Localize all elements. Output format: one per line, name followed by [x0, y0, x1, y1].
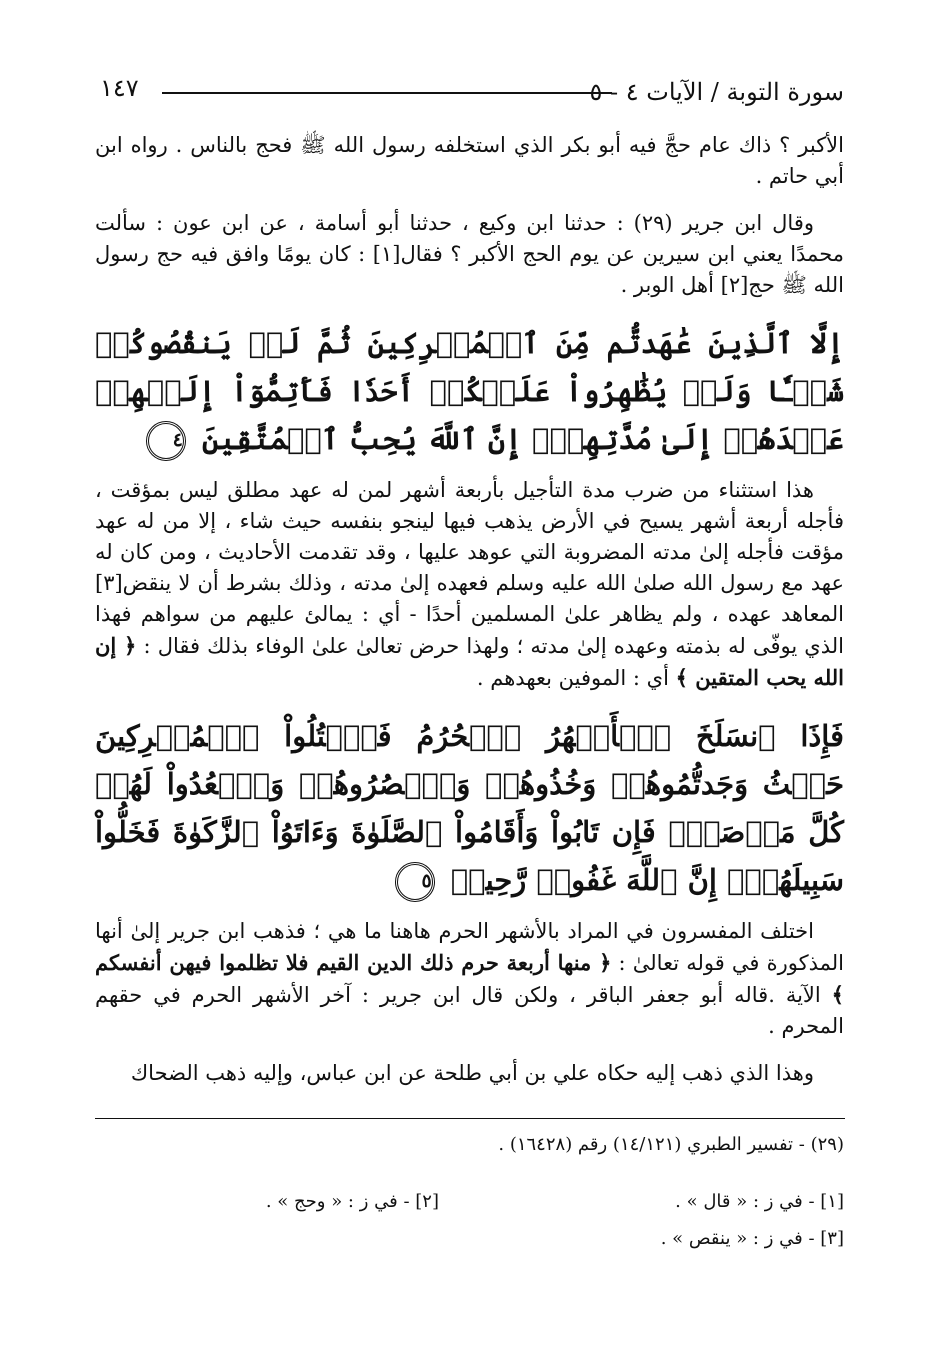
verse-number-5: ٥ — [395, 862, 435, 902]
footnote-2: [٢] - في ز : « وحج » . — [265, 1191, 439, 1212]
footnote-1: [١] - في ز : « قال » . — [675, 1191, 844, 1212]
quran-verse-4 — [95, 319, 844, 463]
quoted-verse: ﴿ منها أربعة حرم ذلك الدين القيم فلا تظلموا فيهن أنفسكم ﴾ — [95, 950, 844, 1007]
footnote-rule — [95, 1118, 845, 1119]
paragraph: وهذا الذي ذهب إليه حكاه علي بن أبي طلحة عن ابن عباس، وإليه ذهب الضحاك — [130, 1061, 814, 1085]
running-title: سورة التوبة / الآيات ٤ - ٥ — [589, 78, 844, 106]
paragraph: وقال ابن جرير (٢٩) : حدثنا ابن وكيع ، حدثنا أبو أسامة ، عن ابن عون : سألت محمدًا يعني ابن سيرين عن يوم الحج الأكبر ؟ فقال[١] : كان يومًا وافق فيه حج رسول الله ﷺ حج[٢] أهل الوبر . — [95, 211, 844, 297]
header-rule — [162, 92, 612, 94]
page-number: ١٤٧ — [100, 74, 139, 102]
commentary-text: هذا استثناء من ضرب مدة التأجيل بأربعة أشهر لمن له عهد مطلق ليس بمؤقت ، فأجله أربعة أشهر يسيح في الأرض يذهب فيها لينجو بنفسه حيث شاء ، إلا من له عهد مؤقت فأجله إلىٰ مدته المضروبة التي عوهد عليها ، وقد تقدمت الأحاديث ، ومن كان له عهد مع رسول الله صلىٰ الله عليه وسلم فعهده إلىٰ مدته ، وذلك بشرط أن لا ينقض[٣] المعاهد عهده ، ولم يظاهر علىٰ المسلمين أحدًا - أي : يمالئ عليهم من سواهم فهذا الذي يوفّى له بذمته وعهده إلىٰ مدته ؛ ولهذا حرض تعالىٰ علىٰ الوفاء بذلك فقال : — [95, 478, 844, 658]
quran-verse-5 — [95, 712, 844, 904]
page-header — [100, 74, 844, 114]
quoted-verse: ﴿ إن الله يحب المتقين ﴾ — [95, 633, 844, 690]
commentary-text: الآية .قاله أبو جعفر الباقر ، ولكن قال ابن جرير : آخر الأشهر الحرم في حقهم المحرم . — [95, 983, 844, 1038]
page-body — [95, 130, 844, 1089]
paragraph — [95, 916, 844, 1042]
paragraph — [95, 475, 844, 694]
commentary-text: أي : الموفين بعهدهم . — [476, 666, 669, 690]
verse-text: فَإِذَا ٱنسَلَخَ ٱلۡأَشۡهُرُ ٱلۡحُرُمُ فَٱقۡتُلُواْ ٱلۡمُشۡرِكِينَ حَيۡثُ وَجَدتُّمُوهُمۡ وَخُذُوهُمۡ وَٱحۡصُرُوهُمۡ وَٱقۡعُدُواْ لَهُمۡ كُلَّ مَرۡصَدٖۚ فَإِن تَابُواْ وَأَقَامُواْ ٱلصَّلَوٰةَ وَءَاتَوُاْ ٱلزَّكَوٰةَ فَخَلُّواْ سَبِيلَهُمۡۚ إِنَّ ٱللَّهَ غَفُورٞ رَّحِيمٞ — [95, 719, 844, 897]
commentary-text: اختلف المفسرون في المراد بالأشهر الحرم هاهنا ما هي ؛ فذهب ابن جرير إلىٰ أنها المذكورة في قوله تعالىٰ : — [95, 919, 844, 975]
verse-text: إِلَّا ٱلَّذِينَ عَٰهَدتُّم مِّنَ ٱلۡمُشۡرِكِينَ ثُمَّ لَمۡ يَنقُصُوكُمۡ شَيۡـٔٗا وَلَمۡ يُظَٰهِرُواْ عَلَيۡكُمۡ أَحَدٗا فَأَتِمُّوٓاْ إِلَيۡهِمۡ عَهۡدَهُمۡ إِلَىٰ مُدَّتِهِمۡۚ إِنَّ ٱللَّهَ يُحِبُّ ٱلۡمُتَّقِينَ — [95, 326, 844, 456]
verse-number-4: ٤ — [146, 421, 186, 461]
footnote-3: [٣] - في ز : « ينقص » . — [660, 1228, 844, 1249]
footnote-29: (٢٩) - تفسير الطبري (١٤/١٢١) رقم (١٦٤٢٨) . — [498, 1134, 844, 1155]
paragraph: الأكبر ؟ ذاك عام حجَّ فيه أبو بكر الذي استخلفه رسول الله ﷺ فحج بالناس . رواه ابن أبي حاتم . — [95, 133, 844, 188]
